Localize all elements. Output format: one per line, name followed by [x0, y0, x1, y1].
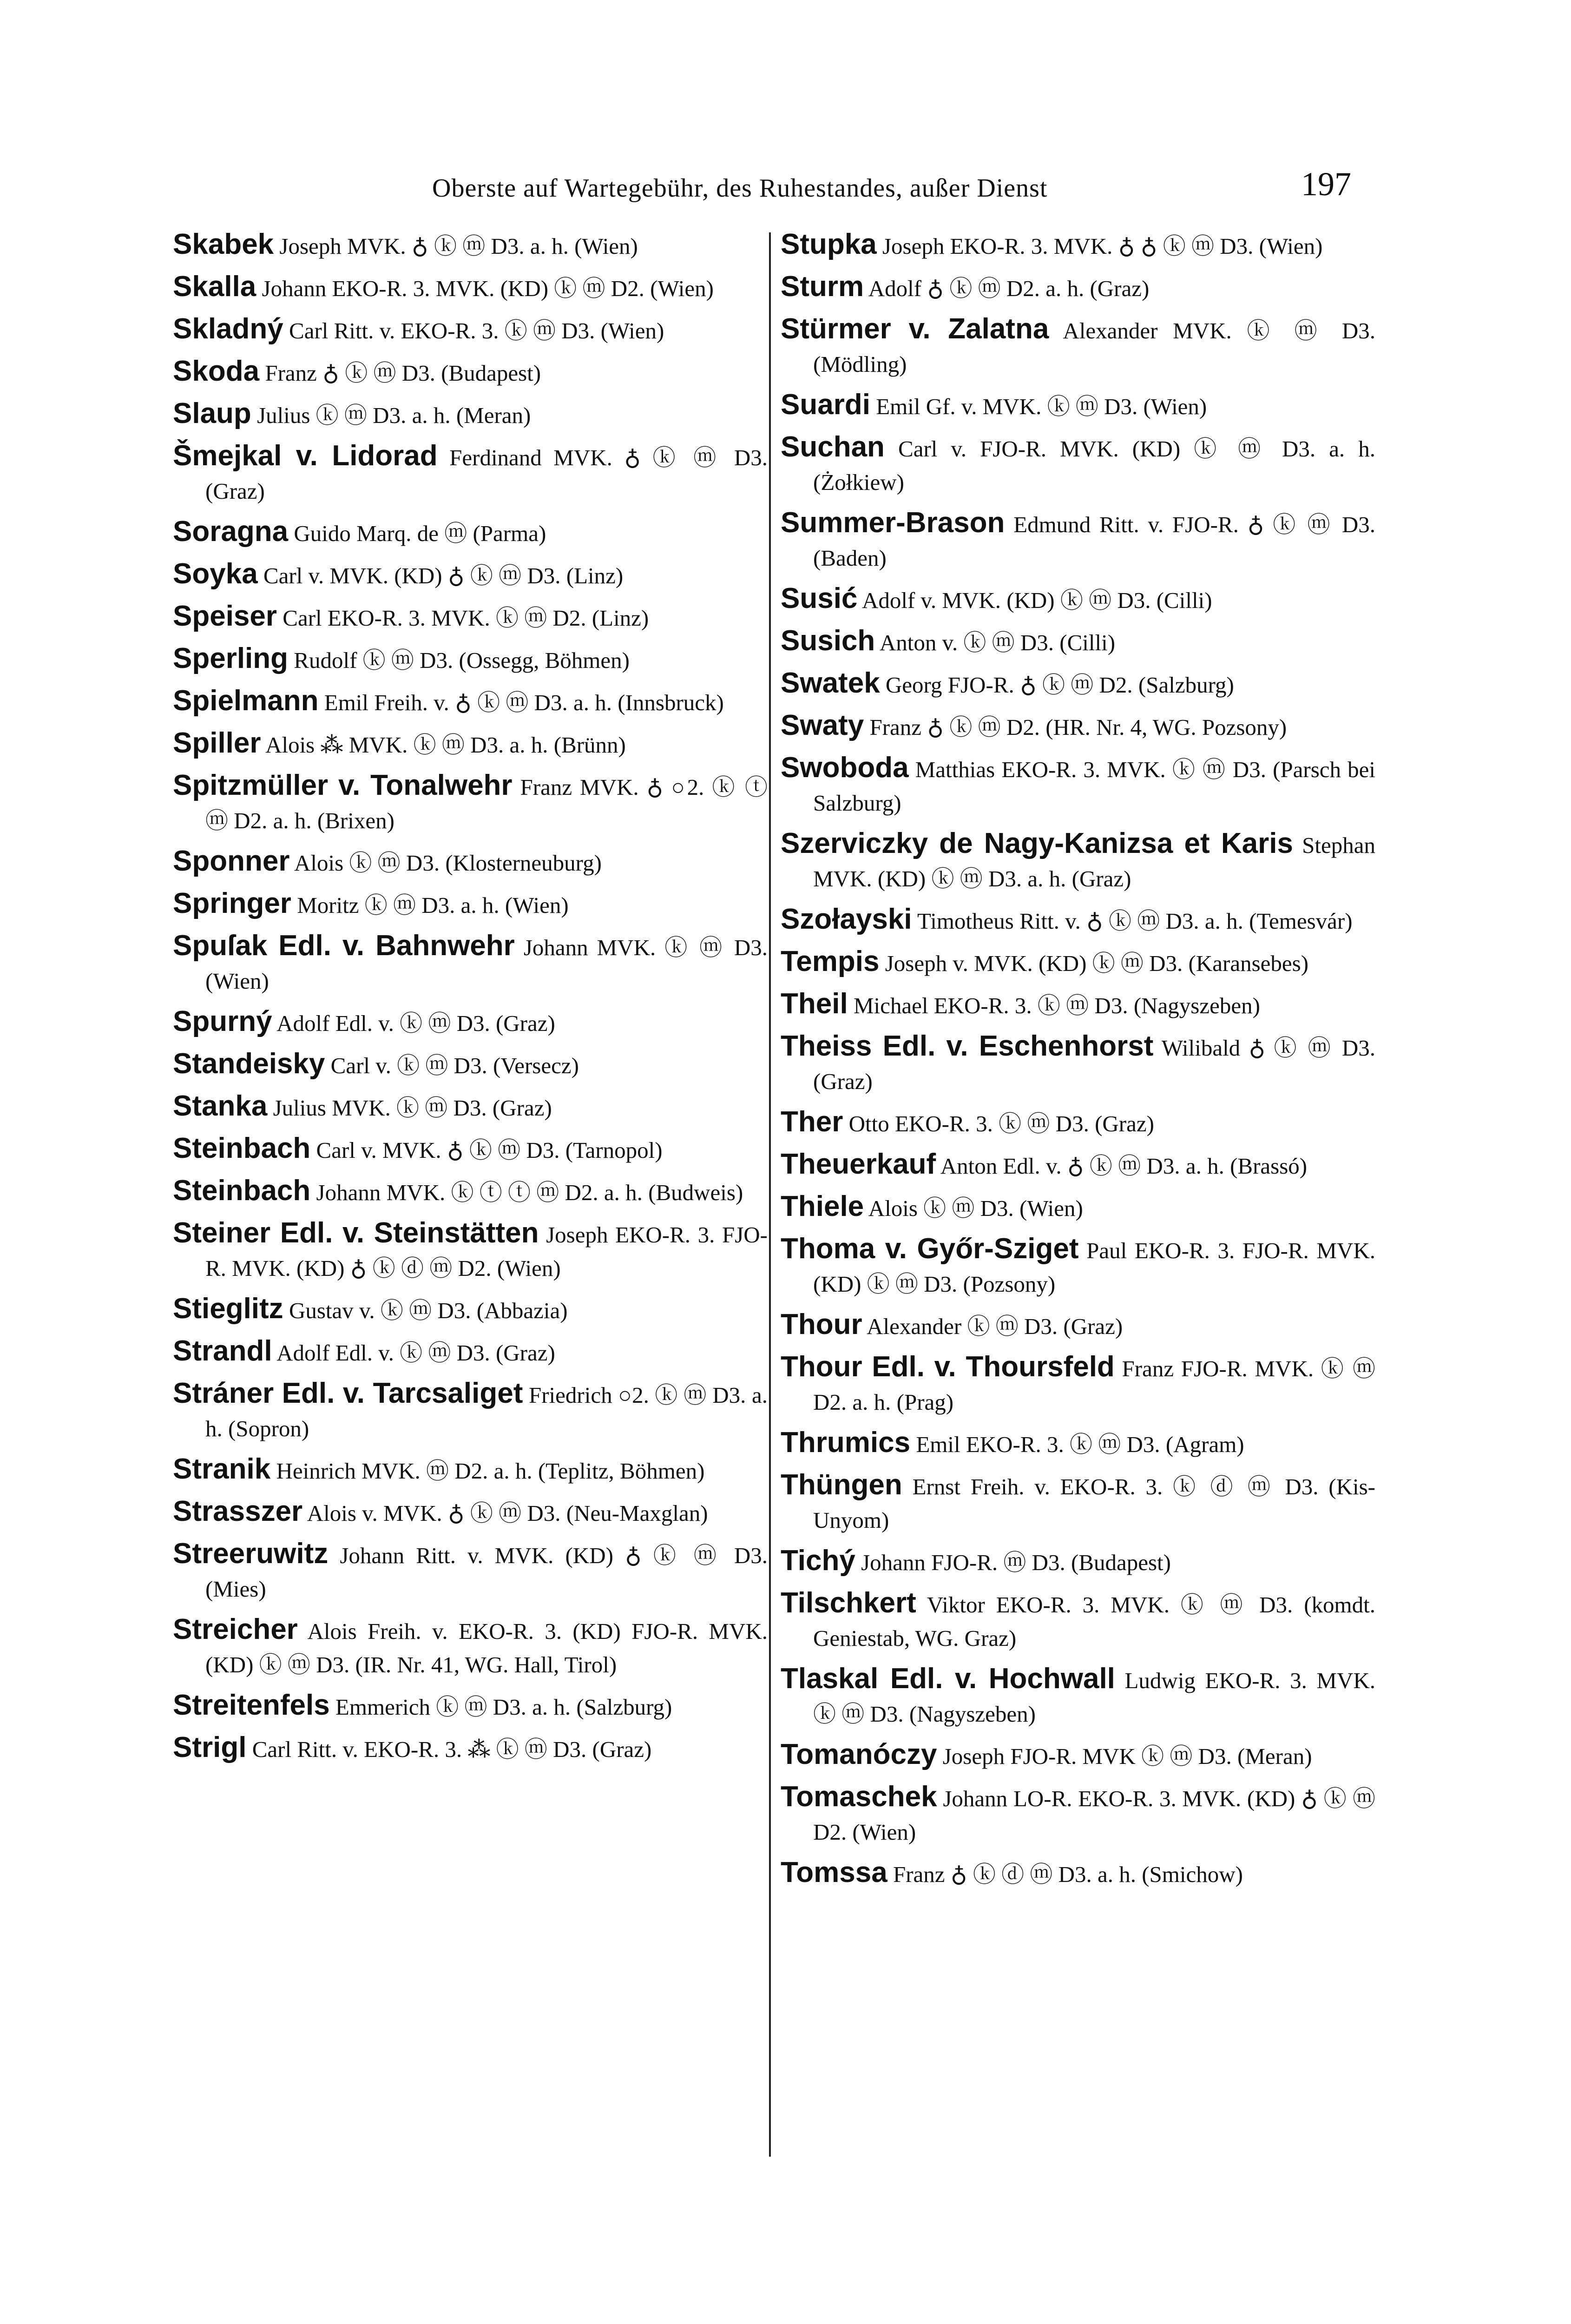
register-entry — [781, 1190, 1375, 1225]
entry-details: Julius MVK. ⓚ ⓜ D3. (Graz) — [273, 1095, 552, 1121]
entry-name: Swatek — [781, 667, 880, 699]
entry-name: Tilschkert — [781, 1587, 916, 1619]
entry-details: Alois ⁂ MVK. ⓚ ⓜ D3. a. h. (Brünn) — [265, 732, 626, 758]
register-entry — [781, 1738, 1375, 1773]
entry-details: Carl Ritt. v. EKO-R. 3. ⁂ ⓚ ⓜ D3. (Graz) — [252, 1736, 652, 1762]
entry-name: Theiss Edl. v. Eschenhorst — [781, 1030, 1154, 1062]
entry-name: Standeisky — [173, 1048, 325, 1080]
entry-details: Johann FJO-R. ⓜ D3. (Budapest) — [861, 1550, 1171, 1575]
entry-details: Paul EKO-R. 3. FJO-R. MVK. (KD) ⓚ ⓜ D3. (Pozsony) — [813, 1238, 1376, 1297]
register-entry — [173, 1292, 768, 1327]
entry-details: Friedrich ○2. ⓚ ⓜ D3. a. h. (Sopron) — [205, 1382, 768, 1441]
entry-name: Spielmann — [173, 685, 319, 717]
entry-name: Theuerkauf — [781, 1148, 936, 1180]
entry-name: Suchan — [781, 431, 885, 463]
entry-name: Sturm — [781, 271, 864, 303]
entry-details: Alexander MVK. ⓚ ⓜ D3. (Mödling) — [813, 318, 1375, 377]
entry-name: Sponner — [173, 845, 290, 877]
register-entry — [781, 1468, 1375, 1537]
entry-details: Adolf Edl. v. ⓚ ⓜ D3. (Graz) — [276, 1010, 555, 1036]
entry-details: Anton Edl. v. ♁ ⓚ ⓜ D3. a. h. (Brassó) — [940, 1153, 1308, 1179]
register-entry — [781, 1030, 1375, 1098]
entry-details: Julius ⓚ ⓜ D3. a. h. (Meran) — [257, 403, 531, 428]
entry-details: Carl v. MVK. ♁ ⓚ ⓜ D3. (Tarnopol) — [316, 1137, 663, 1163]
register-entry — [781, 1350, 1375, 1419]
entry-name: Streitenfels — [173, 1689, 330, 1721]
register-entry — [173, 1731, 768, 1766]
entry-details: Emmerich ⓚ ⓜ D3. a. h. (Salzburg) — [335, 1694, 672, 1720]
register-entry — [173, 312, 768, 348]
entry-name: Theil — [781, 988, 848, 1020]
entry-name: Tempis — [781, 945, 880, 977]
entry-details: Carl v. MVK. (KD) ♁ ⓚ ⓜ D3. (Linz) — [263, 563, 624, 588]
entry-details: Franz ♁ ⓚ ⓜ D2. (HR. Nr. 4, WG. Pozsony) — [869, 714, 1287, 740]
entry-name: Strasszer — [173, 1495, 303, 1527]
entry-name: Ther — [781, 1106, 843, 1138]
register-entry — [173, 1089, 768, 1125]
entry-name: Streicher — [173, 1613, 298, 1645]
register-entry — [781, 430, 1375, 499]
register-entry — [781, 667, 1375, 702]
entry-name: Stieglitz — [173, 1293, 283, 1325]
entry-name: Stupka — [781, 228, 877, 260]
entry-name: Tomssa — [781, 1856, 887, 1888]
entry-name: Tlaskal Edl. v. Hochwall — [781, 1663, 1115, 1695]
register-entry — [173, 929, 768, 998]
entry-details: Alois ⓚ ⓜ D3. (Wien) — [868, 1195, 1083, 1221]
entry-name: Thoma v. Győr-Sziget — [781, 1233, 1079, 1265]
entry-details: Emil Freih. v. ♁ ⓚ ⓜ D3. a. h. (Innsbruck) — [324, 690, 724, 715]
entry-name: Stanka — [173, 1090, 268, 1122]
register-entry — [781, 506, 1375, 575]
register-entry — [781, 624, 1375, 660]
register-entry — [781, 270, 1375, 305]
register-entry — [173, 1216, 768, 1285]
entry-name: Thrumics — [781, 1426, 911, 1459]
entry-details: Franz ♁ ⓚ ⓓ ⓜ D3. a. h. (Smichow) — [893, 1862, 1243, 1887]
register-entry — [781, 1586, 1375, 1655]
register-entry — [781, 827, 1375, 896]
entry-details: Adolf v. MVK. (KD) ⓚ ⓜ D3. (Cilli) — [861, 588, 1212, 613]
register-entry — [173, 1334, 768, 1370]
entry-name: Skabek — [173, 228, 274, 260]
entry-details: Edmund Ritt. v. FJO-R. ♁ ⓚ ⓜ D3. (Baden) — [813, 512, 1376, 571]
register-entry — [781, 1105, 1375, 1141]
register-entry — [173, 600, 768, 635]
register-entry — [781, 582, 1375, 617]
register-entry — [173, 397, 768, 432]
entry-name: Tomanóczy — [781, 1738, 937, 1770]
left-column — [173, 228, 768, 1773]
entry-details: Gustav v. ⓚ ⓜ D3. (Abbazia) — [289, 1298, 568, 1323]
register-entry — [781, 1856, 1375, 1891]
right-column — [781, 228, 1375, 1898]
entry-name: Szerviczky de Nagy-Kanizsa et Karis — [781, 827, 1293, 859]
entry-name: Thour — [781, 1308, 862, 1340]
entry-name: Summer-Brason — [781, 507, 1005, 539]
register-entry — [781, 987, 1375, 1023]
entry-name: Skladný — [173, 313, 283, 345]
entry-details: Alexander ⓚ ⓜ D3. (Graz) — [867, 1314, 1123, 1339]
entry-name: Strigl — [173, 1731, 247, 1763]
entry-name: Steinbach — [173, 1175, 311, 1207]
entry-details: Georg FJO-R. ♁ ⓚ ⓜ D2. (Salzburg) — [885, 672, 1234, 698]
register-entry — [173, 684, 768, 720]
entry-details: Johann MVK. ⓚ ⓣ ⓣ ⓜ D2. a. h. (Budweis) — [316, 1180, 743, 1205]
entry-name: Susić — [781, 582, 858, 614]
entry-details: Rudolf ⓚ ⓜ D3. (Ossegg, Böhmen) — [294, 647, 630, 673]
entry-name: Tomaschek — [781, 1781, 937, 1813]
register-entry — [173, 845, 768, 880]
register-entry — [173, 1377, 768, 1446]
register-entry — [781, 1662, 1375, 1731]
entry-details: Johann LO-R. EKO-R. 3. MVK. (KD) ♁ ⓚ ⓜ D2. (Wien) — [813, 1786, 1376, 1845]
entry-details: Joseph EKO-R. 3. FJO-R. MVK. (KD) ♁ ⓚ ⓓ ⓜ D2. (Wien) — [205, 1222, 768, 1281]
entry-details: Ferdinand MVK. ♁ ⓚ ⓜ D3. (Graz) — [205, 445, 768, 504]
register-entry — [781, 945, 1375, 980]
entry-details: Emil EKO-R. 3. ⓚ ⓜ D3. (Agram) — [916, 1432, 1244, 1457]
entry-details: Joseph FJO-R. MVK ⓚ ⓜ D3. (Meran) — [942, 1743, 1312, 1769]
register-entry — [173, 270, 768, 305]
register-entry — [781, 1232, 1375, 1301]
entry-details: Adolf ♁ ⓚ ⓜ D2. a. h. (Graz) — [868, 276, 1150, 301]
entry-details: Timotheus Ritt. v. ♁ ⓚ ⓜ D3. a. h. (Temesvár) — [917, 908, 1353, 934]
register-entry — [781, 312, 1375, 381]
entry-name: Skoda — [173, 355, 260, 387]
register-entry — [781, 1780, 1375, 1849]
entry-name: Šmejkal v. Lidorad — [173, 440, 438, 472]
register-entry — [173, 439, 768, 508]
register-entry — [173, 887, 768, 922]
entry-name: Stranik — [173, 1453, 271, 1485]
register-entry — [173, 1495, 768, 1530]
entry-name: Swaty — [781, 709, 864, 741]
entry-details: Emil Gf. v. MVK. ⓚ ⓜ D3. (Wien) — [876, 394, 1207, 419]
entry-details: Johann EKO-R. 3. MVK. (KD) ⓚ ⓜ D2. (Wien) — [262, 276, 714, 301]
register-entry — [173, 769, 768, 838]
register-entry — [781, 709, 1375, 744]
entry-details: Franz FJO-R. MVK. ⓚ ⓜ D2. a. h. (Prag) — [813, 1356, 1375, 1415]
entry-name: Spurný — [173, 1005, 272, 1037]
register-entry — [781, 751, 1375, 820]
register-entry — [781, 1426, 1375, 1461]
running-header-title: Oberste auf Wartegebühr, des Ruhestandes, außer Dienst — [432, 174, 1048, 203]
entry-details: Joseph EKO-R. 3. MVK. ♁ ♁ ⓚ ⓜ D3. (Wien) — [882, 233, 1323, 259]
entry-details: Carl EKO-R. 3. MVK. ⓚ ⓜ D2. (Linz) — [283, 605, 649, 631]
register-entry — [173, 642, 768, 677]
entry-details: Michael EKO-R. 3. ⓚ ⓜ D3. (Nagyszeben) — [853, 993, 1260, 1018]
entry-details: Alois v. MVK. ♁ ⓚ ⓜ D3. (Neu-Maxglan) — [307, 1500, 708, 1526]
entry-name: Strandl — [173, 1335, 272, 1367]
page-header — [0, 165, 1571, 216]
entry-details: Wilibald ♁ ⓚ ⓜ D3. (Graz) — [813, 1035, 1375, 1094]
entry-name: Spiller — [173, 727, 261, 759]
entry-details: Joseph MVK. ♁ ⓚ ⓜ D3. a. h. (Wien) — [279, 233, 638, 259]
entry-details: Ludwig EKO-R. 3. MVK. ⓚ ⓜ D3. (Nagyszeben) — [813, 1668, 1376, 1727]
entry-name: Thour Edl. v. Thoursfeld — [781, 1351, 1115, 1383]
entry-name: Thiele — [781, 1190, 864, 1222]
entry-name: Soyka — [173, 558, 258, 590]
register-entry — [781, 903, 1375, 938]
entry-details: Alois Freih. v. EKO-R. 3. (KD) FJO-R. MVK. (KD) ⓚ ⓜ D3. (IR. Nr. 41, WG. Hall, Tirol) — [205, 1618, 768, 1677]
register-entry — [173, 1132, 768, 1167]
entry-details: Carl v. ⓚ ⓜ D3. (Versecz) — [330, 1053, 579, 1078]
entry-name: Spitzmüller v. Tonalwehr — [173, 769, 513, 801]
entry-details: Viktor EKO-R. 3. MVK. ⓚ ⓜ D3. (komdt. Geniestab, WG. Graz) — [813, 1592, 1375, 1651]
register-entry — [173, 1174, 768, 1209]
entry-details: Joseph v. MVK. (KD) ⓚ ⓜ D3. (Karansebes) — [885, 951, 1309, 976]
register-entry — [173, 1537, 768, 1606]
entry-name: Suardi — [781, 389, 870, 421]
entry-name: Susich — [781, 625, 875, 657]
register-entry — [173, 726, 768, 762]
register-entry — [781, 388, 1375, 423]
entry-details: Ernst Freih. v. EKO-R. 3. ⓚ ⓓ ⓜ D3. (Kis-Unyom) — [813, 1474, 1376, 1533]
entry-name: Steinbach — [173, 1132, 311, 1164]
entry-details: Moritz ⓚ ⓜ D3. a. h. (Wien) — [297, 892, 569, 918]
entry-name: Steiner Edl. v. Steinstätten — [173, 1217, 539, 1249]
entry-name: Speiser — [173, 600, 277, 632]
entry-name: Stráner Edl. v. Tarcsaliget — [173, 1377, 523, 1409]
entry-name: Streeruwitz — [173, 1538, 329, 1570]
entry-name: Swoboda — [781, 752, 909, 784]
entry-details: Johann Ritt. v. MVK. (KD) ♁ ⓚ ⓜ D3. (Mies) — [205, 1543, 768, 1602]
register-entry — [781, 228, 1375, 263]
entry-details: Anton v. ⓚ ⓜ D3. (Cilli) — [879, 630, 1116, 655]
entry-details: Otto EKO-R. 3. ⓚ ⓜ D3. (Graz) — [848, 1111, 1154, 1136]
entry-name: Sperling — [173, 642, 289, 674]
entry-details: Carl Ritt. v. EKO-R. 3. ⓚ ⓜ D3. (Wien) — [289, 318, 664, 343]
register-entry — [781, 1544, 1375, 1579]
entry-details: Alois ⓚ ⓜ D3. (Klosterneuburg) — [294, 850, 602, 876]
entry-details: Johann MVK. ⓚ ⓜ D3. (Wien) — [205, 935, 768, 994]
page-number: 197 — [1301, 165, 1351, 203]
entry-details: Franz MVK. ♁ ○2. ⓚ ⓣ ⓜ D2. a. h. (Brixen) — [205, 774, 768, 833]
entry-name: Tichý — [781, 1545, 855, 1577]
register-entry — [173, 1613, 768, 1682]
register-entry — [173, 515, 768, 550]
register-entry — [781, 1148, 1375, 1183]
register-entry — [173, 1452, 768, 1488]
entry-name: Thüngen — [781, 1469, 902, 1501]
entry-details: Matthias EKO-R. 3. MVK. ⓚ ⓜ D3. (Parsch bei Salzburg) — [813, 757, 1375, 816]
entry-name: Soragna — [173, 515, 289, 548]
entry-name: Slaup — [173, 397, 251, 429]
entry-name: Szołayski — [781, 903, 912, 935]
entry-details: Franz ♁ ⓚ ⓜ D3. (Budapest) — [265, 360, 541, 386]
register-entry — [173, 1005, 768, 1040]
register-entry — [173, 557, 768, 593]
entry-details: Heinrich MVK. ⓜ D2. a. h. (Teplitz, Böhmen) — [276, 1458, 705, 1484]
register-entry — [173, 1689, 768, 1724]
entry-name: Skalla — [173, 271, 256, 303]
register-entry — [781, 1308, 1375, 1343]
register-entry — [173, 1047, 768, 1083]
column-divider — [769, 232, 771, 2157]
entry-name: Stürmer v. Zalatna — [781, 313, 1049, 345]
entry-name: Spuſak Edl. v. Bahnwehr — [173, 930, 515, 962]
entry-details: Carl v. FJO-R. MVK. (KD) ⓚ ⓜ D3. a. h. (Żołkiew) — [813, 436, 1376, 495]
entry-name: Springer — [173, 887, 291, 919]
entry-details: Adolf Edl. v. ⓚ ⓜ D3. (Graz) — [276, 1340, 555, 1366]
entry-details: Stephan MVK. (KD) ⓚ ⓜ D3. a. h. (Graz) — [813, 832, 1376, 891]
entry-details: Guido Marq. de ⓜ (Parma) — [294, 521, 546, 546]
register-entry — [173, 228, 768, 263]
register-entry — [173, 355, 768, 390]
